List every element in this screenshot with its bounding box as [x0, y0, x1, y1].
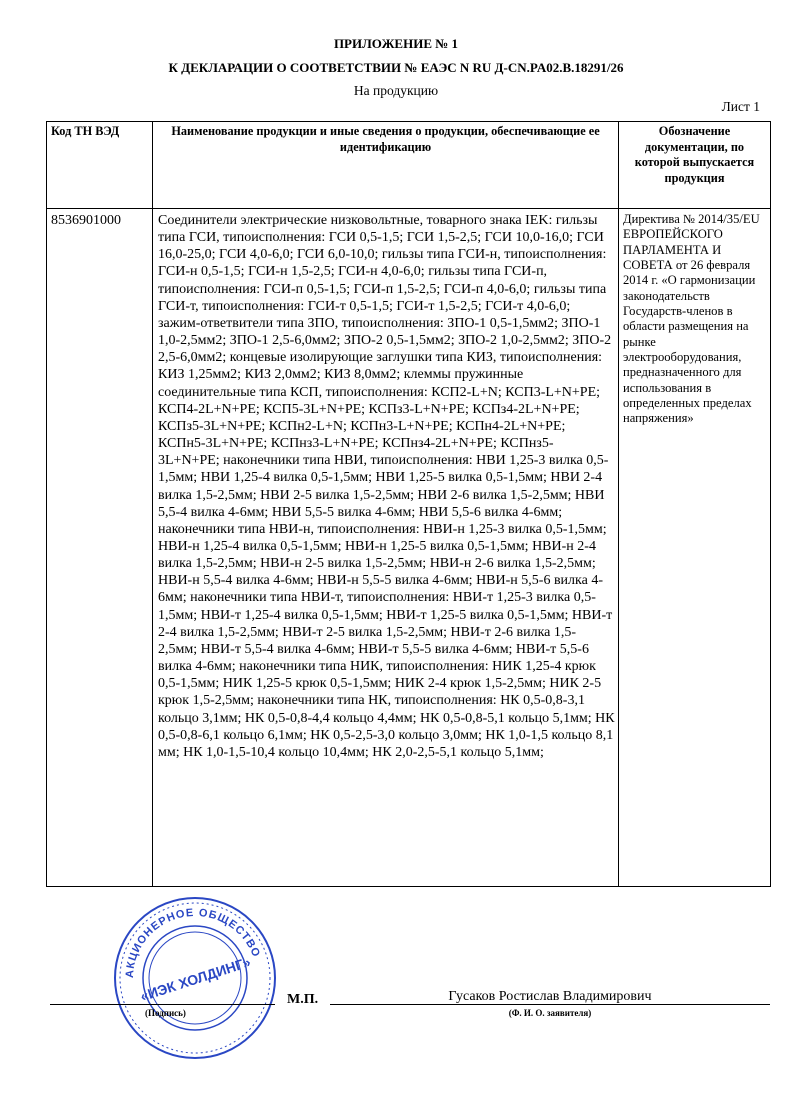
signer-name: Гусаков Ростислав Владимирович: [448, 989, 652, 1004]
declaration-number: К ДЕКЛАРАЦИИ О СООТВЕТСТВИИ № ЕАЭС N RU Д-CN.PA02.B.18291/26: [168, 60, 624, 75]
signer-name-line: [330, 1004, 770, 1005]
document-title: ПРИЛОЖЕНИЕ № 1: [333, 36, 459, 51]
stamp-center-text: «ИЭК ХОЛДИНГ»: [138, 953, 253, 1005]
stamp-ring-text: АКЦИОНЕРНОЕ ОБЩЕСТВО: [123, 906, 263, 979]
fio-caption: (Ф. И. О. заявителя): [508, 1008, 592, 1018]
product-description-cell: Соединители электрические низковольтные, товарного знака IEK: гильзы типа ГСИ, типоисполнения: ГСИ 0,5-1,5; ГСИ 1,5-2,5; ГСИ 10,0-16,0; ГСИ 16,0-25,0; ГСИ 4,0-6,0; ГСИ 6,0-10,0; гильзы типа ГСИ-н, типоисполнения: ГСИ-н 0,5-1,5; ГСИ-н 1,5-2,5; ГСИ-н 4,0-6,0; гильзы типа ГСИ-п, типоисполнения: ГСИ-п 0,5-1,5; ГСИ-п 1,5-2,5; ГСИ-п 4,0-6,0; гильзы типа ГСИ-т, типоисполнения: ГСИ-т 0,5-1,5; ГСИ-т 1,5-2,5; ГСИ-т 4,0-6,0; зажим-ответвители типа ЗПО, типоисполнения: ЗПО-1 0,5-1,5мм2; ЗПО-1 1,0-2,5мм2; ЗПО-1 2,5-6,0мм2; ЗПО-2 0,5-1,5мм2; ЗПО-2 1,0-2,5мм2; ЗПО-2 2,5-6,0мм2; концевые изолирующие заглушки типа КИЗ, типоисполнения: КИЗ 1,25мм2; КИЗ 2,0мм2; КИЗ 8,0мм2; клеммы пружинные соединительные типа КСП, типоисполнения: КСП2-L+N; КСП3-L+N+PE; КСП4-2L+N+PE; КСП5-3L+N+PE; КСПз3-L+N+PE; КСПз4-2L+N+PE; КСПз5-3L+N+PE; КСПн2-L+N; КСПн3-L+N+PE; КСПн4-2L+N+PE; КСПн5-3L+N+PE; КСПнз3-L+N+PE; КСПнз4-2L+N+PE; КСПнз5-3L+N+PE; наконечники типа НВИ, типоисполнения: НВИ 1,25-3 вилка 0,5-1,5мм; НВИ 1,25-4 вилка 0,5-1,5мм; НВИ 1,25-5 вилка 0,5-1,5мм; НВИ 2-4 вилка 1,5-2,5мм; НВИ 2-5 вилка 1,5-2,5мм; НВИ 2-6 вилка 1,5-2,5мм; НВИ 5,5-4 вилка 4-6мм; НВИ 5,5-5 вилка 4-6мм; НВИ 5,5-6 вилка 4-6мм; наконечники типа НВИ-н, типоисполнения: НВИ-н 1,25-3 вилка 0,5-1,5мм; НВИ-н 1,25-4 вилка 0,5-1,5мм; НВИ-н 1,25-5 вилка 0,5-1,5мм; НВИ-н 2-4 вилка 1,5-2,5мм; НВИ-н 2-5 вилка 1,5-2,5мм; НВИ-н 2-6 вилка 1,5-2,5мм; НВИ-н 5,5-4 вилка 4-6мм; НВИ-н 5,5-5 вилка 4-6мм; НВИ-н 5,5-6 вилка 4-6мм; наконечники типа НВИ-т, типоисполнения: НВИ-т 1,25-3 вилка 0,5-1,5мм; НВИ-т 1,25-4 вилка 0,5-1,5мм; НВИ-т 1,25-5 вилка 0,5-1,5мм; НВИ-т 2-4 вилка 1,5-2,5мм; НВИ-т 2-5 вилка 1,5-2,5мм; НВИ-т 2-6 вилка 1,5-2,5мм; НВИ-т 5,5-4 вилка 4-6мм; НВИ-т 5,5-5 вилка 4-6мм; НВИ-т 5,5-6 вилка 4-6мм; наконечники типа НИК, типоисполнения: НИК 1,25-4 крюк 0,5-1,5мм; НИК 1,25-5 крюк 0,5-1,5мм; НИК 2-4 крюк 1,5-2,5мм; НИК 2-5 крюк 1,5-2,5мм; наконечники типа НК, типоисполнения: НК 0,5-0,8-3,1 кольцо 3,1мм; НК 0,5-0,8-4,4 кольцо 4,4мм; НК 0,5-0,8-5,1 кольцо 5,1мм; НК 0,5-0,8-6,1 кольцо 6,1мм; НК 0,5-2,5-3,0 кольцо 3,0мм; НК 1,0-1,5 кольцо 8,1 мм; НК 1,0-1,5-10,4 кольцо 10,4мм; НК 2,0-2,5-5,1 кольцо 5,1мм;: [153, 209, 619, 887]
document-subtitle: На продукцию: [353, 83, 439, 98]
documentation-cell: Директива № 2014/35/EU ЕВРОПЕЙСКОГО ПАРЛАМЕНТА И СОВЕТА от 26 февраля 2014 г. «О гармонизации законодательств Государств-членов в области размещения на рынке электрооборудования, предназначенного для использования в определенных пределах напряжения»: [619, 209, 771, 887]
products-table: [46, 121, 771, 887]
column-header-name: Наименование продукции и иные сведения о продукции, обеспечивающие ее идентификацию: [153, 122, 619, 209]
product-code-cell: 8536901000: [47, 209, 153, 887]
column-header-code: Код ТН ВЭД: [47, 122, 153, 209]
table-header-row: [47, 122, 771, 209]
company-stamp: [110, 893, 280, 1063]
signature-line: [50, 1004, 275, 1005]
seal-place-label: М.П.: [287, 992, 319, 1007]
signature-caption: (Подпись): [145, 1008, 186, 1018]
column-header-documentation: Обозначение документации, по которой выпускается продукция: [619, 122, 771, 209]
table-row: [47, 209, 771, 887]
sheet-number: Лист 1: [721, 99, 760, 114]
